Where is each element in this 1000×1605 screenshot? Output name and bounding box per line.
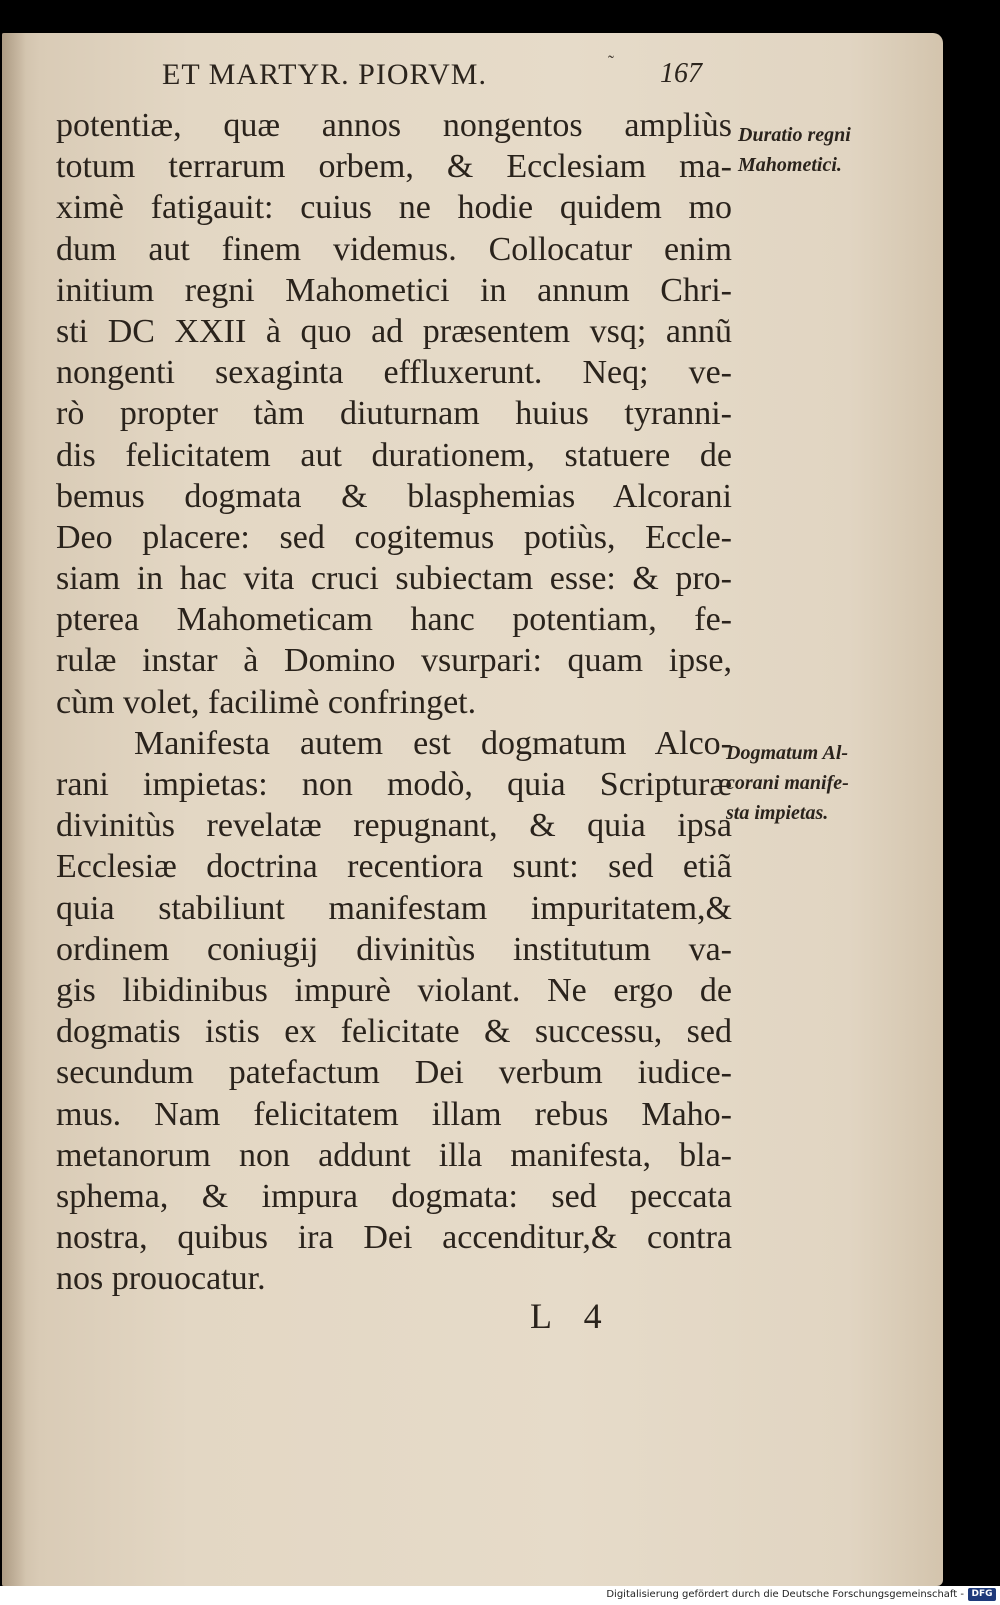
text-line: mus. Nam felicitatem illam rebus Maho- bbox=[56, 1095, 732, 1133]
gutter-shadow bbox=[2, 33, 26, 1586]
text-line: ordinem coniugij divinitùs institutum va- bbox=[56, 930, 732, 968]
text-line: quia stabiliunt manifestam impuritatem,& bbox=[56, 889, 732, 927]
text-line: metanorum non addunt illa manifesta, bla- bbox=[56, 1136, 732, 1174]
text-line: nongenti sexaginta effluxerunt. Neq; ve- bbox=[56, 354, 732, 392]
text-line: nostra, quibus ira Dei accenditur,& contra bbox=[56, 1219, 732, 1257]
text-line: rò propter tàm diuturnam huius tyranni- bbox=[56, 395, 732, 433]
funding-credit: Digitalisierung gefördert durch die Deutsche Forschungsgemeinschaft - bbox=[606, 1589, 964, 1600]
marginal-note-line: sta impietas. bbox=[726, 802, 829, 824]
body-text bbox=[56, 105, 732, 1299]
text-line: initium regni Mahometici in annum Chri- bbox=[56, 271, 732, 309]
text-line: Deo placere: sed cogitemus potiùs, Eccle- bbox=[56, 518, 732, 556]
text-line: pterea Mahometicam hanc potentiam, fe- bbox=[56, 601, 732, 639]
text-line: divinitùs revelatæ repugnant, & quia ipsa bbox=[56, 807, 732, 845]
text-line: nos prouocatur. bbox=[56, 1260, 266, 1298]
text-line: rani impietas: non modò, quia Scripturæ bbox=[56, 766, 732, 803]
text-line: ximè fatigauit: cuius ne hodie quidem mo bbox=[56, 189, 732, 227]
signature-mark: L 4 bbox=[530, 1296, 602, 1336]
text-line: sphema, & impura dogmata: sed peccata bbox=[56, 1177, 732, 1215]
text-line: secundum patefactum Dei verbum iudice- bbox=[56, 1054, 732, 1092]
text-line: potentiæ, quæ annos nongentos ampliùs bbox=[56, 107, 732, 144]
marginal-note-line: Dogmatum Al- bbox=[726, 742, 849, 764]
text-line: dum aut finem videmus. Collocatur enim bbox=[56, 230, 732, 268]
page-number: 167 bbox=[660, 58, 702, 89]
marginal-note-line: Mahometici. bbox=[738, 154, 842, 176]
text-line: gis libidinibus impurè violant. Ne ergo de bbox=[56, 971, 732, 1009]
text-line: dis felicitatem aut durationem, statuere de bbox=[56, 436, 732, 474]
dfg-logo: DFG bbox=[968, 1588, 996, 1601]
text-line: siam in hac vita cruci subiectam esse: & pro- bbox=[56, 560, 732, 598]
text-line: sti DC XXII à quo ad præsentem vsq; annũ bbox=[56, 312, 732, 350]
text-line: Ecclesiæ doctrina recentiora sunt: sed etiã bbox=[56, 848, 732, 886]
text-line: bemus dogmata & blasphemias Alcorani bbox=[56, 477, 732, 515]
header-mark: ˜ bbox=[608, 52, 614, 72]
running-title: ET MARTYR. PIORVM. bbox=[162, 58, 487, 91]
text-line: Manifesta autem est dogmatum Alco- bbox=[134, 724, 732, 762]
marginal-note-line: Duratio regni bbox=[738, 124, 851, 146]
marginal-note-line: corani manife- bbox=[726, 772, 849, 794]
text-line: totum terrarum orbem, & Ecclesiam ma- bbox=[56, 148, 732, 186]
marginal-note-duratio bbox=[738, 120, 851, 180]
text-line: dogmatis istis ex felicitate & successu, sed bbox=[56, 1013, 732, 1051]
text-line: rulæ instar à Domino vsurpari: quam ipse, bbox=[56, 642, 732, 680]
marginal-note-dogmatum bbox=[726, 738, 849, 828]
text-line: cùm volet, facilimè confringet. bbox=[56, 683, 477, 721]
